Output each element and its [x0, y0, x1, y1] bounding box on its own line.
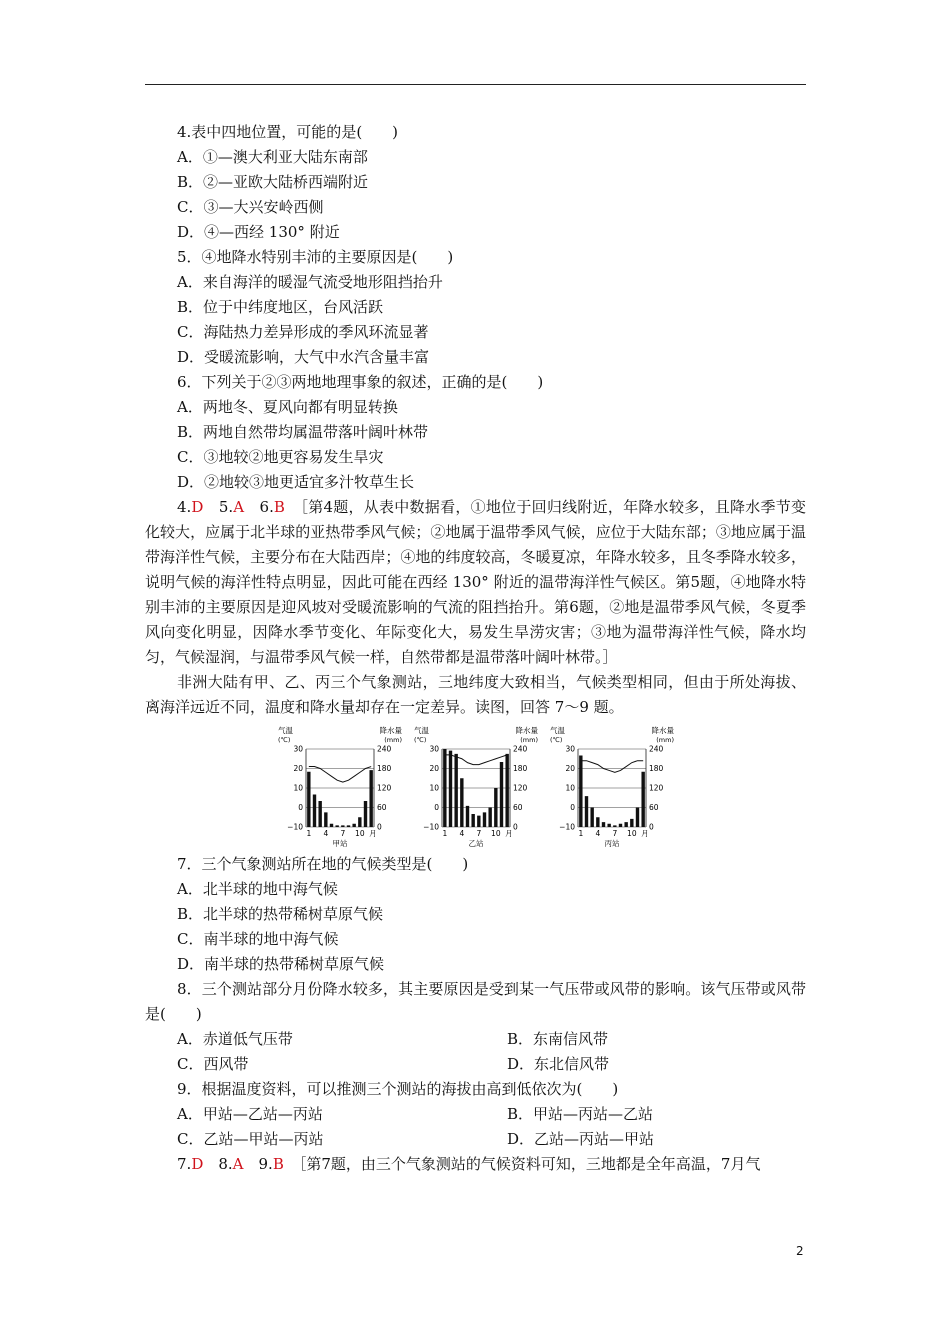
option-6a: A．两地冬、夏风向都有明显转换	[177, 398, 398, 416]
left-tick-label: −10	[422, 822, 439, 832]
option-7c: C．南半球的地中海气候	[177, 930, 339, 948]
left-tick-label: 10	[292, 783, 303, 793]
answer-num: 6.	[244, 498, 274, 516]
x-tick-label: 7	[475, 829, 481, 838]
option-6c: C．③地较②地更容易发生旱灾	[177, 448, 384, 466]
option-9a: A．甲站—乙站—丙站	[177, 1105, 323, 1123]
x-unit-label: 月	[368, 829, 377, 838]
options-8-row1	[145, 1027, 806, 1052]
x-tick-label: 1	[305, 829, 311, 838]
option-7b: B．北半球的热带稀树草原气候	[177, 905, 384, 923]
precip-bar	[607, 824, 610, 827]
climate-chart-yi	[413, 726, 539, 848]
right-tick-label: 120	[648, 783, 663, 793]
option-4b: B．②—亚欧大陆桥西端附近	[177, 173, 369, 191]
question-5: 5．④地降水特别丰沛的主要原因是( )	[177, 248, 454, 266]
x-tick-label: 4	[594, 829, 600, 838]
precip-bar	[584, 796, 587, 827]
x-tick-label: 1	[577, 829, 583, 838]
option-4c: C．③—大兴安岭西侧	[177, 198, 324, 216]
left-axis-unit: (℃)	[413, 736, 426, 744]
right-axis-label: 降水量	[515, 726, 538, 735]
x-tick-label: 1	[441, 829, 447, 838]
x-unit-label: 月	[504, 829, 513, 838]
right-tick-label: 180	[512, 764, 527, 773]
precip-bar	[505, 754, 508, 827]
right-tick-label: 0	[376, 822, 382, 832]
climate-charts	[145, 726, 806, 848]
answer-letter: D	[191, 498, 204, 516]
precip-bar	[369, 770, 372, 827]
x-unit-label: 月	[640, 829, 649, 838]
station-title: 乙站	[468, 839, 483, 848]
header-rule	[145, 84, 806, 85]
left-axis-label: 气温	[413, 726, 429, 735]
answer-num: 4.	[177, 498, 192, 516]
answer-letter: B	[273, 498, 285, 516]
left-tick-label: 20	[428, 764, 439, 773]
precip-bar	[312, 795, 315, 828]
right-axis-unit: (mm)	[655, 736, 674, 744]
precip-bar	[460, 778, 463, 827]
option-8b: B．东南信风带	[507, 1030, 609, 1048]
temperature-curve	[580, 761, 642, 773]
right-tick-label: 60	[648, 803, 659, 812]
left-tick-label: 30	[428, 744, 439, 754]
right-tick-label: 180	[376, 764, 391, 773]
option-5a: A．来自海洋的暖湿气流受地形阻挡抬升	[177, 273, 443, 291]
question-9: 9．根据温度资料，可以推测三个测站的海拔由高到低依次为( )	[177, 1080, 619, 1098]
station-title: 甲站	[332, 839, 347, 848]
answer-num: 5.	[203, 498, 234, 516]
precip-bar	[482, 812, 485, 827]
precip-bar	[454, 754, 457, 827]
right-tick-label: 60	[376, 803, 387, 812]
left-tick-label: −10	[286, 822, 303, 832]
temperature-curve	[444, 755, 506, 765]
question-6: 6．下列关于②③两地地理事象的叙述，正确的是( )	[177, 373, 544, 391]
precip-bar	[318, 801, 321, 827]
answer-num: 7.	[177, 1155, 192, 1173]
left-axis-label: 气温	[549, 726, 565, 735]
precip-bar	[443, 749, 446, 827]
options-9-row2	[145, 1127, 806, 1152]
temperature-curve	[308, 767, 370, 783]
answer-letter: B	[272, 1155, 284, 1173]
answer-num: 9.	[243, 1155, 273, 1173]
question-7: 7．三个气象测站所在地的气候类型是( )	[177, 855, 469, 873]
right-axis-unit: (mm)	[519, 736, 538, 744]
right-tick-label: 0	[512, 822, 518, 832]
left-axis-unit: (℃)	[549, 736, 562, 744]
precip-bar	[488, 808, 491, 828]
left-axis-label: 气温	[277, 726, 293, 735]
precip-bar	[324, 812, 327, 827]
precip-bar	[641, 772, 644, 827]
left-tick-label: 0	[297, 803, 303, 812]
precip-bar	[346, 825, 349, 827]
answer-letter: D	[191, 1155, 204, 1173]
answer-block-4-6	[145, 495, 806, 670]
precip-bar	[596, 817, 599, 827]
precip-bar	[624, 822, 627, 827]
answer-explanation: ［第4题，从表中数据看，①地位于回归线附近，年降水较多，且降水季节变化较大，应属于北半球的亚热带季风气候；②地属于温带季风气候，应位于大陆东部；③地应属于温带海洋性气候，主要分布在大陆西岸；④地的纬度较高，冬暖夏凉，年降水较多，且冬季降水较多，说明气候的海洋性特点明显，因此可能在西经 130° 附近的温带海洋性气候区。第5题，④地降水特别丰沛的主要原因是迎风坡对受暖流影响的气流的阻挡抬升。第6题，②地是温带季风气候，冬夏季风向变化明显，因降水季节变化、年际变化大，易发生旱涝灾害；③地为温带海洋性气候，降水均匀，气候湿润，与温带季风气候一样，自然带都是温带落叶阔叶林带。］	[145, 498, 807, 666]
left-axis-unit: (℃)	[277, 736, 290, 744]
right-tick-label: 240	[648, 744, 663, 754]
option-9c: C．乙站—甲站—丙站	[177, 1130, 324, 1148]
x-tick-label: 4	[458, 829, 464, 838]
right-tick-label: 0	[648, 822, 654, 832]
precip-bar	[358, 817, 361, 827]
option-4a: A．①—澳大利亚大陆东南部	[177, 148, 368, 166]
options-9-row1	[145, 1102, 806, 1127]
station-title: 丙站	[604, 839, 619, 848]
option-5d: D．受暖流影响，大气中水汽含量丰富	[177, 348, 430, 366]
right-axis-label: 降水量	[379, 726, 402, 735]
option-9b: B．甲站—丙站—乙站	[507, 1105, 654, 1123]
x-tick-label: 10	[490, 829, 501, 838]
right-tick-label: 60	[512, 803, 523, 812]
precip-bar	[618, 824, 621, 827]
question-8: 8．三个测站部分月份降水较多，其主要原因是受到某一气压带或风带的影响。该气压带或风带是( )	[145, 980, 806, 1023]
right-tick-label: 120	[512, 783, 527, 793]
left-tick-label: 0	[433, 803, 439, 812]
x-tick-label: 4	[322, 829, 328, 838]
answer-explanation: ［第7题，由三个气象测站的气候资料可知，三地都是全年高温，7月气	[298, 1155, 761, 1173]
precip-bar	[307, 772, 310, 827]
intro-paragraph: 非洲大陆有甲、乙、丙三个气象测站，三地纬度大致相当，气候类型相同，但由于所处海拔、离海洋远近不同，温度和降水量却存在一定差异。读图，回答 7～9 题。	[145, 673, 806, 716]
answer-block-7-9	[145, 1152, 806, 1177]
answer-letter: A	[232, 1155, 244, 1173]
precip-bar	[477, 816, 480, 827]
precip-bar	[329, 824, 332, 827]
left-tick-label: 20	[564, 764, 575, 773]
precip-bar	[352, 824, 355, 827]
option-9d: D．乙站—丙站—甲站	[507, 1130, 655, 1148]
option-8a: A．赤道低气压带	[177, 1030, 293, 1048]
option-4d: D．④—西经 130° 附近	[177, 223, 340, 241]
precip-bar	[630, 819, 633, 827]
x-tick-label: 7	[339, 829, 345, 838]
option-6b: B．两地自然带均属温带落叶阔叶林带	[177, 423, 429, 441]
right-axis-label: 降水量	[651, 726, 674, 735]
option-8c: C．西风带	[177, 1055, 249, 1073]
climate-chart-bing	[549, 726, 675, 848]
x-tick-label: 10	[626, 829, 637, 838]
precip-bar	[341, 825, 344, 827]
precip-bar	[335, 825, 338, 827]
precip-bar	[613, 825, 616, 827]
precip-bar	[471, 814, 474, 827]
right-axis-unit: (mm)	[383, 736, 402, 744]
precip-bar	[465, 806, 468, 827]
right-tick-label: 180	[648, 764, 663, 773]
option-5b: B．位于中纬度地区，台风活跃	[177, 298, 384, 316]
option-6d: D．②地较③地更适宜多汁牧草生长	[177, 473, 415, 491]
climate-chart-jia	[277, 726, 403, 848]
left-tick-label: −10	[558, 822, 575, 832]
left-tick-label: 0	[569, 803, 575, 812]
precip-bar	[579, 756, 582, 828]
options-8-row2	[145, 1052, 806, 1077]
x-tick-label: 10	[354, 829, 365, 838]
answer-num: 8.	[203, 1155, 233, 1173]
right-tick-label: 240	[376, 744, 391, 754]
page-number: 2	[796, 1244, 804, 1258]
option-7a: A．北半球的地中海气候	[177, 880, 338, 898]
right-tick-label: 240	[512, 744, 527, 754]
left-tick-label: 20	[292, 764, 303, 773]
precip-bar	[601, 822, 604, 827]
precip-bar	[635, 808, 638, 828]
left-tick-label: 10	[428, 783, 439, 793]
option-7d: D．南半球的热带稀树草原气候	[177, 955, 385, 973]
option-8d: D．东北信风带	[507, 1055, 610, 1073]
left-tick-label: 30	[564, 744, 575, 754]
precip-bar	[494, 788, 497, 827]
right-tick-label: 120	[376, 783, 391, 793]
x-tick-label: 7	[611, 829, 617, 838]
precip-bar	[363, 801, 366, 827]
option-5c: C．海陆热力差异形成的季风环流显著	[177, 323, 429, 341]
precip-bar	[590, 808, 593, 828]
precip-bar	[499, 762, 502, 827]
page-content	[145, 120, 806, 1177]
answer-letter: A	[233, 498, 245, 516]
precip-bar	[448, 751, 451, 827]
left-tick-label: 30	[292, 744, 303, 754]
left-tick-label: 10	[564, 783, 575, 793]
question-4: 4.表中四地位置，可能的是( )	[177, 123, 399, 141]
